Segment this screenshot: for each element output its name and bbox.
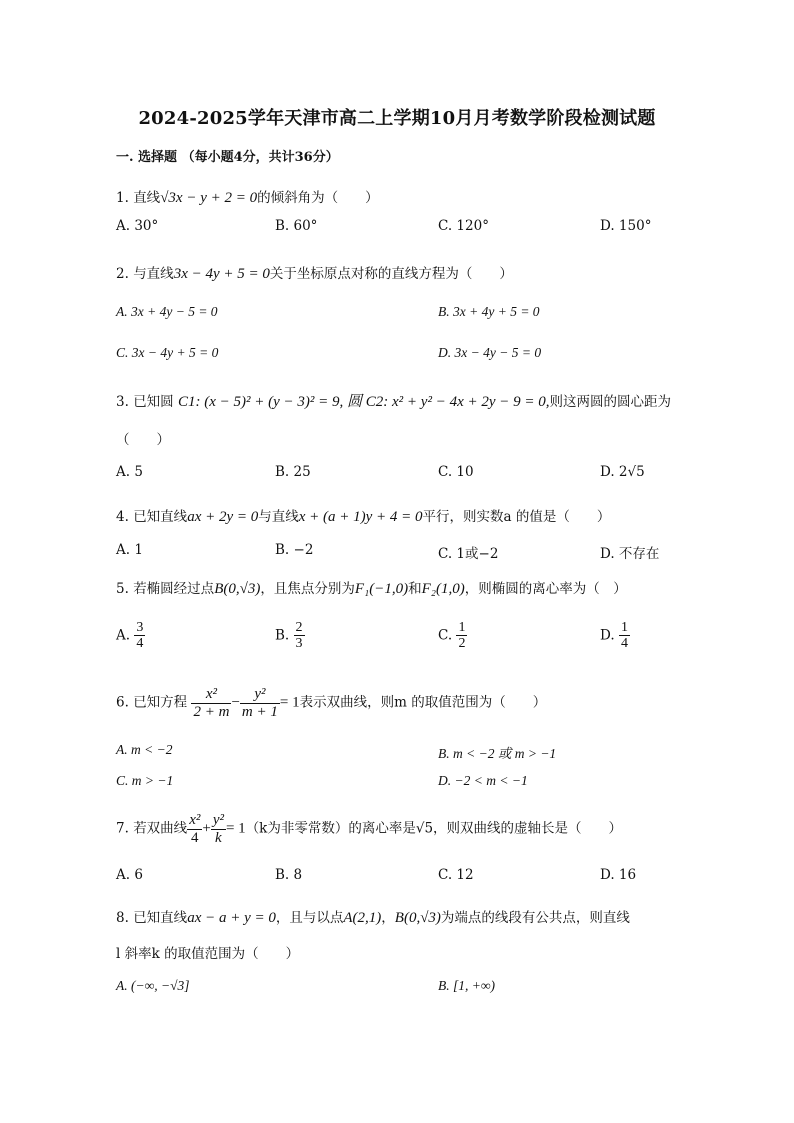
question-stem-text: 已知直线 — [133, 509, 188, 525]
option-a[interactable]: A. (−∞, −√3] — [116, 978, 190, 993]
question-1 — [116, 186, 379, 207]
option-fraction — [456, 620, 467, 652]
question-stem-text: 已知直线 — [133, 910, 188, 926]
question-8 — [116, 906, 630, 927]
question-stem-text: 与直线 — [258, 509, 299, 525]
option-c[interactable]: C. 3x − 4y + 5 = 0 — [116, 345, 219, 360]
question-stem-text: 已知方程 — [133, 694, 188, 711]
question-stem-text: 已知圆 — [133, 394, 174, 410]
equation-rhs: = 1 — [225, 820, 246, 837]
question-number: 8. — [116, 910, 129, 926]
question-number: 4. — [116, 509, 129, 525]
equation-fraction — [240, 686, 280, 720]
option-d[interactable]: D. 2√5 — [600, 464, 645, 480]
option-label: D. — [600, 627, 615, 644]
question-stem-text: 关于坐标原点对称的直线方程为（ ） — [269, 266, 513, 282]
equation-fraction — [187, 812, 202, 846]
question-math: F₁(−1,0) — [354, 581, 409, 597]
option-b[interactable]: B. m < −2 或 m > −1 — [438, 746, 557, 761]
question-math: x + (a + 1)y + 4 = 0 — [298, 509, 423, 525]
question-stem-text: 的倾斜角为（ ） — [257, 190, 379, 206]
question-stem-text: 若椭圆经过点 — [133, 581, 215, 597]
fraction-denominator: 4 — [191, 829, 199, 846]
question-2 — [116, 262, 513, 283]
question-math: F₂(1,0) — [421, 581, 465, 597]
question-3-line2: （ ） — [116, 432, 170, 448]
question-7: 7. 若双曲线 $\frac{\text{x²}}{4}$ + $\frac{\text{y²}}{k}$ = 1（k为非零常数）的离心率是√5，则双曲线的虚轴长是（ ） — [116, 812, 623, 846]
question-stem-text: 与直线 — [133, 266, 174, 282]
option-fraction — [619, 620, 630, 652]
option-c[interactable]: C. 120° — [438, 218, 489, 234]
question-stem-text: 表示双曲线，则m 的取值范围为（ ） — [299, 694, 547, 711]
fraction-numerator: x² — [189, 812, 201, 828]
question-math: √3x − y + 2 = 0 — [160, 190, 258, 206]
option-b[interactable]: B. −2 — [275, 542, 314, 558]
option-a[interactable] — [116, 620, 145, 652]
question-number: 1. — [116, 190, 129, 206]
question-stem-text: 则这两圆的圆心距为 — [549, 394, 671, 410]
question-stem-text: ，则椭圆的离心率为（ ） — [464, 581, 627, 597]
fraction-denominator: 2 — [458, 636, 466, 652]
fraction-numerator: x² — [191, 686, 231, 704]
option-c[interactable]: C. 10 — [438, 464, 474, 480]
option-label: C. — [438, 627, 453, 644]
question-8-line2: l 斜率k 的取值范围为（ ） — [116, 946, 300, 962]
question-stem-text: ， — [381, 910, 395, 926]
option-a[interactable]: A. 1 — [116, 542, 143, 558]
fraction-numerator: 1 — [620, 620, 628, 635]
question-stem-text: 为端点的线段有公共点，则直线 — [440, 910, 630, 926]
option-c[interactable] — [438, 620, 467, 652]
option-b[interactable]: B. 8 — [275, 867, 303, 883]
question-math: ax + 2y = 0 — [187, 509, 259, 525]
option-d[interactable]: D. 不存在 — [600, 546, 660, 562]
option-b[interactable] — [275, 620, 305, 652]
equation-fraction — [211, 812, 226, 846]
option-label: A. — [116, 627, 131, 644]
question-stem-text: 平行，则实数a 的值是（ ） — [422, 509, 611, 525]
equation-rhs: = 1 — [279, 694, 300, 711]
option-b[interactable]: B. 25 — [275, 464, 311, 480]
question-stem-text: 若双曲线 — [133, 820, 188, 837]
option-a[interactable]: A. 30° — [116, 218, 159, 234]
question-number: 7. — [116, 820, 129, 837]
fraction-numerator: y² — [240, 686, 280, 704]
question-4 — [116, 505, 610, 526]
fraction-denominator: 4 — [620, 636, 628, 652]
question-number: 3. — [116, 394, 129, 410]
question-6: 6. 已知方程 $\frac{\text{x²}}{2 + m}$ − $\frac{\text{y²}}{m + 1}$ = 1表示双曲线，则m 的取值范围为（ ） — [116, 686, 547, 720]
fraction-numerator: 2 — [295, 620, 303, 635]
option-d[interactable]: D. 16 — [600, 867, 637, 883]
question-math: B(0,√3) — [214, 581, 261, 597]
question-math: C1: (x − 5)² + (y − 3)² = 9, 圆 C2: x² + y² − 4x + 2y − 9 = 0, — [177, 394, 550, 410]
option-fraction — [294, 620, 305, 652]
option-c[interactable]: C. 12 — [438, 867, 474, 883]
option-a[interactable]: A. m < −2 — [116, 742, 173, 757]
question-stem-text: 和 — [408, 581, 422, 597]
question-3 — [116, 390, 671, 411]
question-stem-text: （k为非零常数）的离心率是√5，则双曲线的虚轴长是（ ） — [245, 820, 623, 837]
option-b[interactable]: B. 60° — [275, 218, 318, 234]
option-d[interactable]: D. 3x − 4y − 5 = 0 — [438, 345, 542, 360]
option-b[interactable]: B. [1, +∞) — [438, 978, 495, 993]
page-title: 2024-2025学年天津市高二上学期10月月考数学阶段检测试题 — [138, 108, 656, 129]
question-stem-text: ，且与以点 — [275, 910, 344, 926]
option-d[interactable]: D. 150° — [600, 218, 652, 234]
question-math: B(0,√3) — [394, 910, 441, 926]
question-number: 5. — [116, 581, 129, 597]
fraction-denominator: k — [215, 829, 222, 846]
section-heading: 一. 选择题 （每小题4分，共计36分） — [116, 150, 339, 165]
option-d[interactable]: D. −2 < m < −1 — [438, 773, 528, 788]
fraction-denominator: 2 + m — [193, 703, 230, 720]
question-stem-text: 直线 — [133, 190, 161, 206]
question-number: 2. — [116, 266, 129, 282]
question-stem-text: ，且焦点分别为 — [260, 581, 355, 597]
option-c[interactable]: C. m > −1 — [116, 773, 174, 788]
option-fraction — [134, 620, 145, 652]
option-d[interactable] — [600, 620, 630, 652]
fraction-numerator: 3 — [136, 620, 144, 635]
option-c[interactable]: C. 1或−2 — [438, 546, 499, 562]
fraction-numerator: y² — [212, 812, 224, 828]
question-5 — [116, 577, 627, 598]
fraction-denominator: m + 1 — [241, 703, 278, 720]
question-number: 6. — [116, 694, 129, 711]
fraction-denominator: 4 — [136, 636, 144, 652]
question-math: ax − a + y = 0 — [187, 910, 276, 926]
option-label: B. — [275, 627, 290, 644]
option-a[interactable]: A. 6 — [116, 867, 143, 883]
equation-fraction — [191, 686, 231, 720]
option-a[interactable]: A. 5 — [116, 464, 143, 480]
question-math: 3x − 4y + 5 = 0 — [173, 266, 270, 282]
fraction-denominator: 3 — [295, 636, 303, 652]
option-b[interactable]: B. 3x + 4y + 5 = 0 — [438, 304, 540, 319]
option-a[interactable]: A. 3x + 4y − 5 = 0 — [116, 304, 218, 319]
question-math: A(2,1) — [343, 910, 382, 926]
fraction-numerator: 1 — [458, 620, 466, 635]
